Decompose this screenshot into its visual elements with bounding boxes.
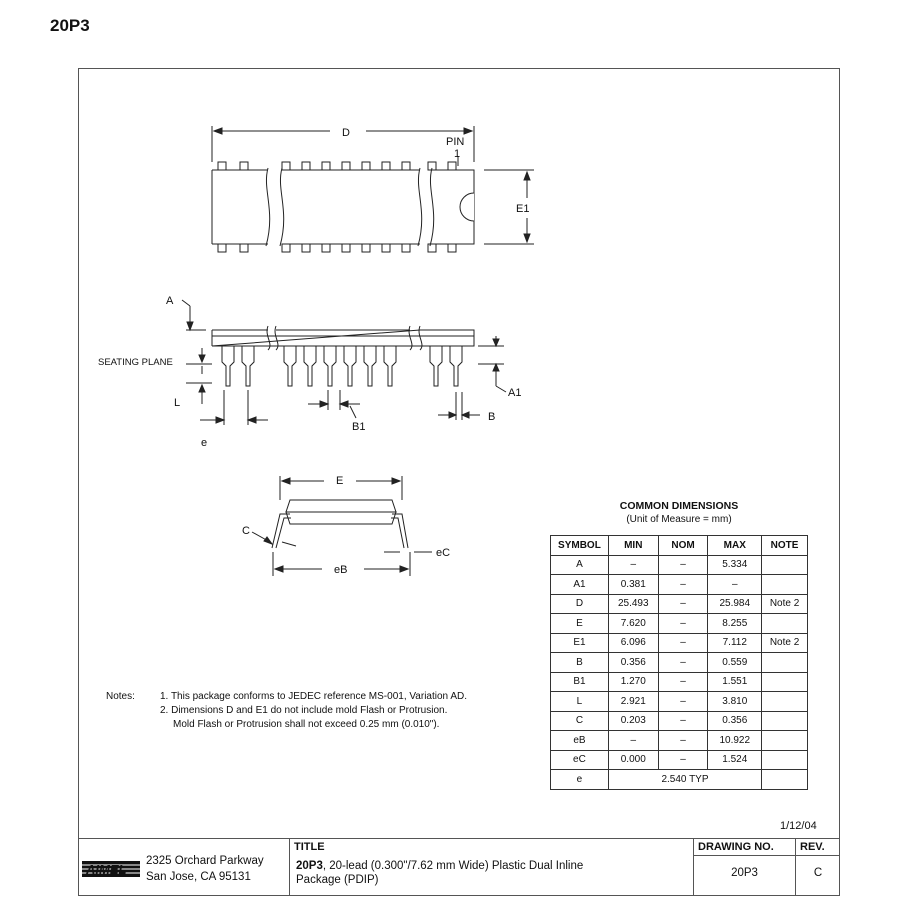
table-cell	[762, 692, 808, 712]
label-E: E	[336, 475, 344, 487]
label-A1: A1	[508, 387, 522, 399]
table-cell: 10.922	[708, 731, 762, 751]
revision-label: REV.	[800, 841, 825, 853]
label-D: D	[342, 127, 350, 139]
pin	[218, 162, 226, 170]
table-cell	[762, 575, 808, 595]
table-cell: E1	[551, 633, 609, 653]
dimensions-title: COMMON DIMENSIONS	[619, 500, 739, 512]
title-part-number: 20P3	[296, 860, 323, 872]
table-cell	[762, 750, 808, 770]
table-cell: A	[551, 555, 609, 575]
drawing-number: 20P3	[731, 867, 758, 879]
table-cell: eB	[551, 731, 609, 751]
title-text: , 20-lead (0.300"/7.62 mm Wide) Plastic Dual Inline Package (PDIP)	[296, 860, 584, 886]
table-cell: 0.381	[608, 575, 658, 595]
page-title: 20P3	[50, 16, 90, 35]
table-cell	[762, 770, 808, 790]
top-view	[218, 162, 456, 252]
pin	[448, 244, 456, 252]
table-row	[551, 653, 808, 673]
address-line-2: San Jose, CA 95131	[146, 871, 251, 883]
title-cell	[290, 839, 694, 895]
pin	[322, 162, 330, 170]
label-L: L	[174, 397, 181, 409]
svg-text:AIMEL: AIMEL	[86, 862, 127, 877]
table-row	[551, 692, 808, 712]
pin	[402, 244, 410, 252]
pin	[304, 346, 316, 386]
table-cell: E	[551, 614, 609, 634]
table-row	[551, 555, 808, 575]
note-2: 2. Dimensions D and E1 do not include mold Flash or Protrusion.	[160, 705, 448, 716]
revision-cell	[796, 839, 840, 895]
pin	[344, 346, 356, 386]
table-cell: 8.255	[708, 614, 762, 634]
table-row	[551, 711, 808, 731]
table-cell: e	[551, 770, 609, 790]
table-cell: –	[658, 575, 708, 595]
table-row	[551, 633, 808, 653]
table-cell: 0.559	[708, 653, 762, 673]
pin	[302, 244, 310, 252]
table-cell: 5.334	[708, 555, 762, 575]
label-A: A	[166, 295, 174, 307]
table-cell: 0.000	[608, 750, 658, 770]
table-cell: 2.921	[608, 692, 658, 712]
pin	[342, 244, 350, 252]
table-cell: –	[608, 555, 658, 575]
table-cell: B	[551, 653, 609, 673]
table-cell: Note 2	[762, 594, 808, 614]
title-description	[296, 859, 626, 887]
label-B: B	[488, 411, 496, 423]
table-row	[551, 770, 808, 790]
table-cell: 1.551	[708, 672, 762, 692]
revision: C	[813, 867, 823, 879]
table-cell: –	[658, 731, 708, 751]
pin	[284, 346, 296, 386]
table-row	[551, 594, 808, 614]
table-cell: A1	[551, 575, 609, 595]
table-cell: –	[658, 711, 708, 731]
pin	[362, 244, 370, 252]
label-eB: eB	[334, 564, 348, 576]
table-row	[551, 731, 808, 751]
header-nom: NOM	[658, 536, 708, 556]
table-cell: –	[658, 614, 708, 634]
pin	[282, 244, 290, 252]
pin	[384, 346, 396, 386]
table-cell: –	[658, 555, 708, 575]
table-cell: –	[658, 692, 708, 712]
dimensions-subtitle: (Unit of Measure = mm)	[626, 514, 732, 525]
pin	[450, 346, 462, 386]
title-block	[78, 838, 840, 896]
pin	[428, 244, 436, 252]
table-cell	[762, 653, 808, 673]
table-cell: –	[658, 594, 708, 614]
table-header-row	[551, 536, 808, 556]
pin	[222, 346, 234, 386]
drawing-date: 1/12/04	[780, 820, 817, 832]
table-cell: 2.540 TYP	[608, 770, 761, 790]
header-min: MIN	[608, 536, 658, 556]
label-seating-plane: SEATING PLANE	[98, 357, 173, 368]
table-row	[551, 750, 808, 770]
pin	[324, 346, 336, 386]
table-cell	[762, 614, 808, 634]
table-cell: 25.493	[608, 594, 658, 614]
label-C: C	[242, 525, 250, 537]
table-cell: –	[658, 672, 708, 692]
table-row	[551, 614, 808, 634]
label-e: e	[201, 437, 208, 449]
label-eC: eC	[436, 547, 451, 559]
pin	[362, 162, 370, 170]
table-cell: eC	[551, 750, 609, 770]
table-cell: C	[551, 711, 609, 731]
table-cell	[762, 672, 808, 692]
note-1: 1. This package conforms to JEDEC reference MS-001, Variation AD.	[160, 691, 467, 702]
table-cell: –	[658, 633, 708, 653]
table-cell: –	[658, 750, 708, 770]
table-cell: 3.810	[708, 692, 762, 712]
pin	[240, 244, 248, 252]
header-max: MAX	[708, 536, 762, 556]
pin	[364, 346, 376, 386]
pin	[342, 162, 350, 170]
header-symbol: SYMBOL	[551, 536, 609, 556]
atmel-logo	[82, 857, 140, 881]
table-cell: 7.620	[608, 614, 658, 634]
table-cell: 1.524	[708, 750, 762, 770]
pin	[302, 162, 310, 170]
note-2-continued: Mold Flash or Protrusion shall not exceed 0.25 mm (0.010").	[173, 719, 440, 730]
pin	[382, 244, 390, 252]
pin	[242, 346, 254, 386]
header-note: NOTE	[762, 536, 808, 556]
pin	[282, 162, 290, 170]
table-cell: B1	[551, 672, 609, 692]
table-cell: –	[708, 575, 762, 595]
label-pin-number: 1	[454, 148, 461, 160]
table-cell: L	[551, 692, 609, 712]
dimensions-table	[550, 535, 808, 790]
table-cell	[762, 711, 808, 731]
title-label: TITLE	[294, 841, 325, 853]
table-row	[551, 575, 808, 595]
label-E1: E1	[516, 203, 530, 215]
table-cell: 1.270	[608, 672, 658, 692]
table-cell: –	[658, 653, 708, 673]
table-cell: D	[551, 594, 609, 614]
pin	[382, 162, 390, 170]
pin	[402, 162, 410, 170]
pin	[240, 162, 248, 170]
table-cell: 0.356	[708, 711, 762, 731]
pin	[430, 346, 442, 386]
pin	[322, 244, 330, 252]
address-cell	[78, 839, 290, 895]
pin	[448, 162, 456, 170]
table-cell: 0.203	[608, 711, 658, 731]
address-line-1: 2325 Orchard Parkway	[146, 855, 264, 867]
table-cell: 0.356	[608, 653, 658, 673]
table-cell: –	[608, 731, 658, 751]
notes-heading: Notes:	[106, 691, 135, 702]
table-cell: Note 2	[762, 633, 808, 653]
pin	[218, 244, 226, 252]
table-cell: 7.112	[708, 633, 762, 653]
drawing-number-cell	[694, 839, 796, 895]
table-row	[551, 672, 808, 692]
drawing-number-label: DRAWING NO.	[698, 841, 774, 853]
table-cell	[762, 555, 808, 575]
label-B1: B1	[352, 421, 366, 433]
table-cell	[762, 731, 808, 751]
table-cell: 6.096	[608, 633, 658, 653]
table-cell: 25.984	[708, 594, 762, 614]
label-pin: PIN	[446, 136, 465, 148]
